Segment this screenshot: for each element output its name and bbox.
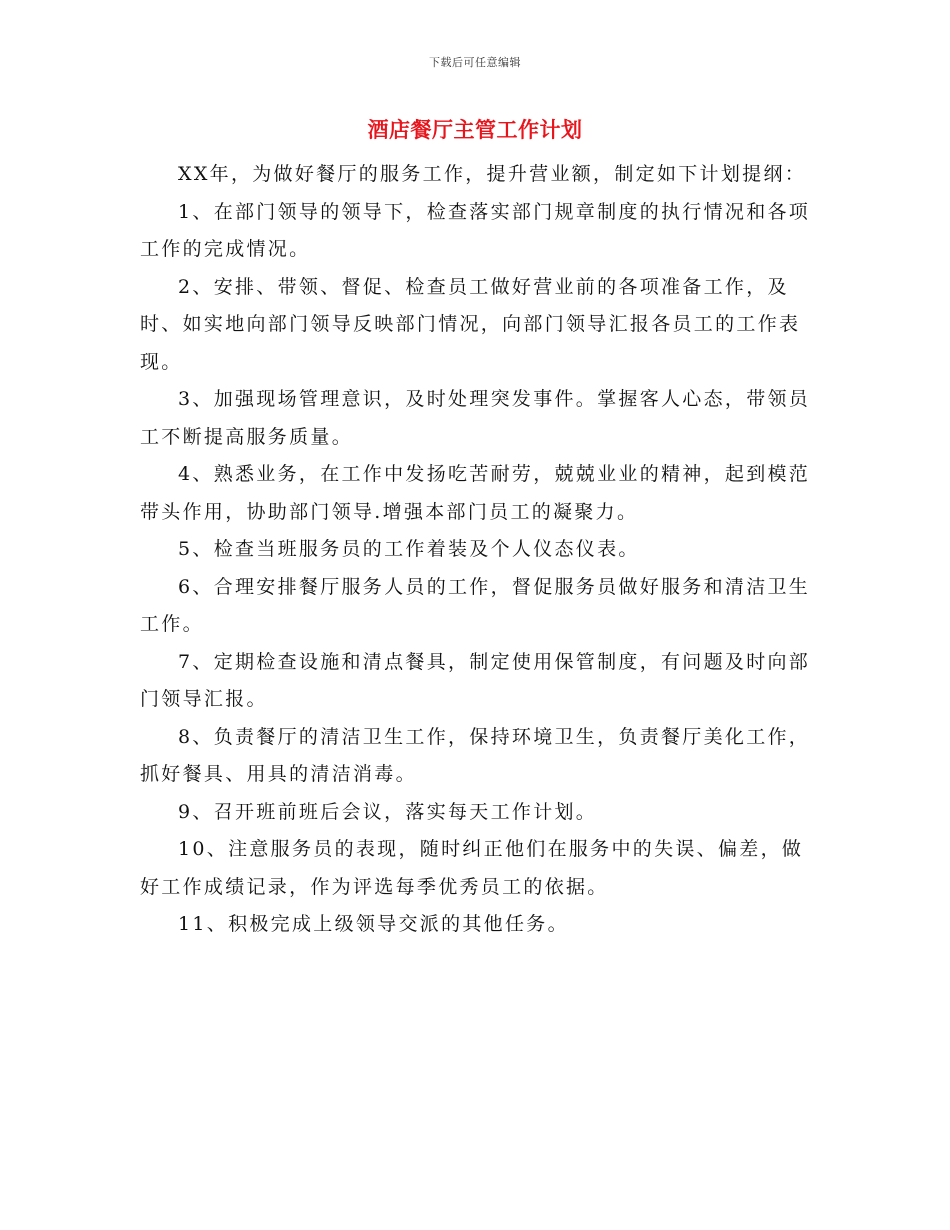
plan-item-10: 10、注意服务员的表现，随时纠正他们在服务中的失误、偏差，做好工作成绩记录，作为评选每季优秀员工的依据。 — [140, 838, 804, 898]
document-title: 酒店餐厅主管工作计划 — [367, 117, 583, 142]
plan-item-3: 3、加强现场管理意识，及时处理突发事件。掌握客人心态，带领员工不断提高服务质量。 — [140, 388, 811, 448]
plan-item-8: 8、负责餐厅的清洁卫生工作，保持环境卫生，负责餐厅美化工作，抓好餐具、用具的清洁消毒。 — [140, 725, 811, 785]
intro-paragraph: XX年，为做好餐厅的服务工作，提升营业额，制定如下计划提纲： — [178, 163, 807, 185]
plan-item-7: 7、定期检查设施和清点餐具，制定使用保管制度，有问题及时向部门领导汇报。 — [140, 650, 811, 710]
plan-item-4: 4、熟悉业务，在工作中发扬吃苦耐劳，兢兢业业的精神，起到模范带头作用，协助部门领导.增强本部门员工的凝聚力。 — [140, 463, 811, 523]
plan-item-9: 9、召开班前班后会议，落实每天工作计划。 — [178, 800, 598, 823]
plan-item-11: 11、积极完成上级领导交派的其他任务。 — [178, 913, 569, 935]
header-note: 下载后可任意编辑 — [429, 56, 521, 69]
plan-item-5: 5、检查当班服务员的工作着装及个人仪态仪表。 — [178, 538, 640, 560]
plan-item-1: 1、在部门领导的领导下，检查落实部门规章制度的执行情况和各项工作的完成情况。 — [140, 200, 811, 260]
plan-item-2: 2、安排、带领、督促、检查员工做好营业前的各项准备工作，及时、如实地向部门领导反映部门情况，向部门领导汇报各员工的工作表现。 — [140, 275, 801, 373]
plan-item-6: 6、合理安排餐厅服务人员的工作，督促服务员做好服务和清洁卫生工作。 — [140, 575, 811, 635]
document-body — [140, 156, 815, 944]
